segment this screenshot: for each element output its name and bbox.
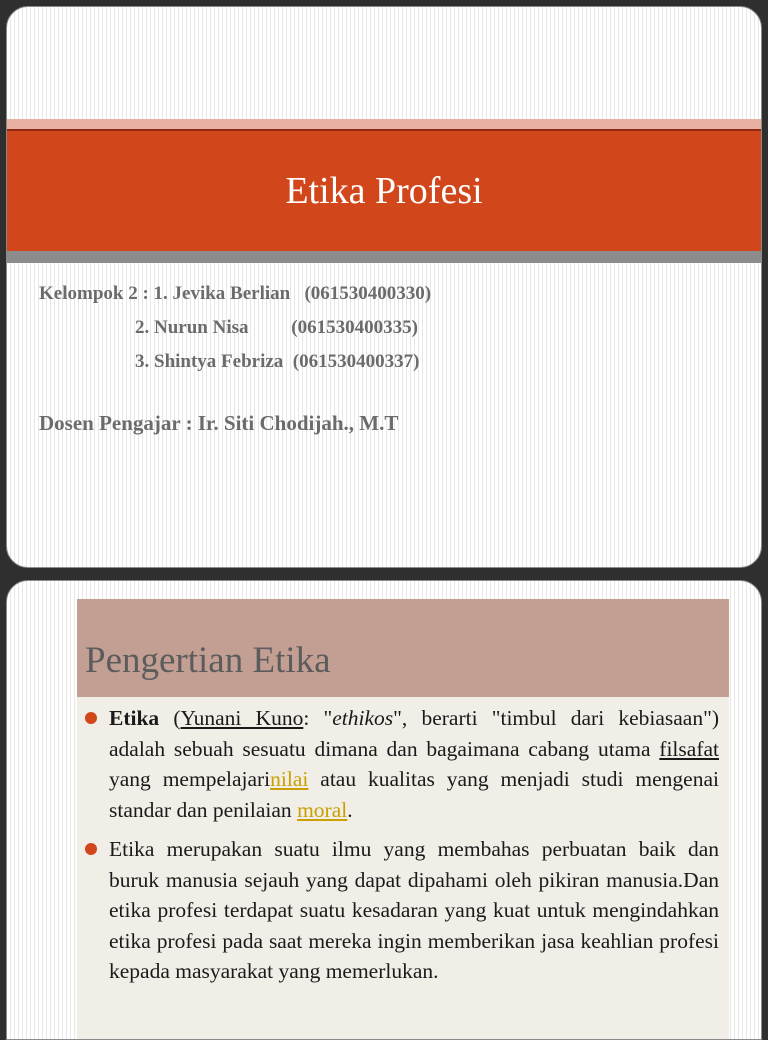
- link-yunani-kuno[interactable]: Yunani Kuno: [180, 706, 304, 730]
- link-filsafat[interactable]: filsafat: [659, 736, 719, 761]
- lecturer-info: Dosen Pengajar : Ir. Siti Chodijah., M.T: [39, 411, 399, 435]
- text-segment: yang mempelajari: [109, 767, 271, 791]
- content-slide: [6, 580, 762, 1040]
- text-segment: .: [347, 797, 353, 822]
- content-title: Pengertian Etika: [85, 640, 331, 681]
- link-nilai[interactable]: nilai: [270, 767, 309, 791]
- content-header: [77, 599, 729, 697]
- bullet-dot-icon: [85, 843, 97, 855]
- accent-stripe: [7, 119, 761, 129]
- text-segment: (: [159, 706, 181, 730]
- link-moral[interactable]: moral: [297, 797, 348, 822]
- bullet-dot-icon: [85, 712, 97, 724]
- title-banner: [7, 131, 761, 251]
- bullet-text-1: [85, 703, 719, 825]
- group-member-1: Kelompok 2 : 1. Jevika Berlian (061530400330): [39, 283, 432, 304]
- title-slide: [6, 6, 762, 568]
- slide-title: Etika Profesi: [285, 170, 483, 212]
- text-segment: ", berarti "timbul dari kebiasaan") adalah sebuah sesuatu dimana dan bagaimana cabang utama: [109, 706, 720, 761]
- text-segment: atau kualitas yang menjadi studi mengenai standar dan penilaian: [109, 767, 719, 822]
- bullet-item-2: [85, 834, 719, 987]
- text-segment: : ": [303, 706, 333, 730]
- group-member-3: 3. Shintya Febriza (061530400337): [135, 351, 420, 372]
- group-member-2: 2. Nurun Nisa (061530400335): [135, 317, 418, 338]
- content-body: [77, 697, 729, 1040]
- gray-stripe: [7, 251, 761, 263]
- word-ethikos: ethikos: [332, 706, 394, 730]
- bullet-text-2: Etika merupakan suatu ilmu yang membahas perbuatan baik dan buruk manusia sejauh yang dapat dipahami oleh pikiran manusia.Dan etika profesi terdapat suatu kesadaran yang kuat untuk mengindahkan etika profesi pada saat mereka ingin memberikan jasa keahlian profesi kepada masyarakat yang memerlukan.: [109, 837, 719, 983]
- term-etika: Etika: [109, 706, 160, 730]
- bullet-item-1: [85, 703, 719, 825]
- member-list: [39, 277, 431, 379]
